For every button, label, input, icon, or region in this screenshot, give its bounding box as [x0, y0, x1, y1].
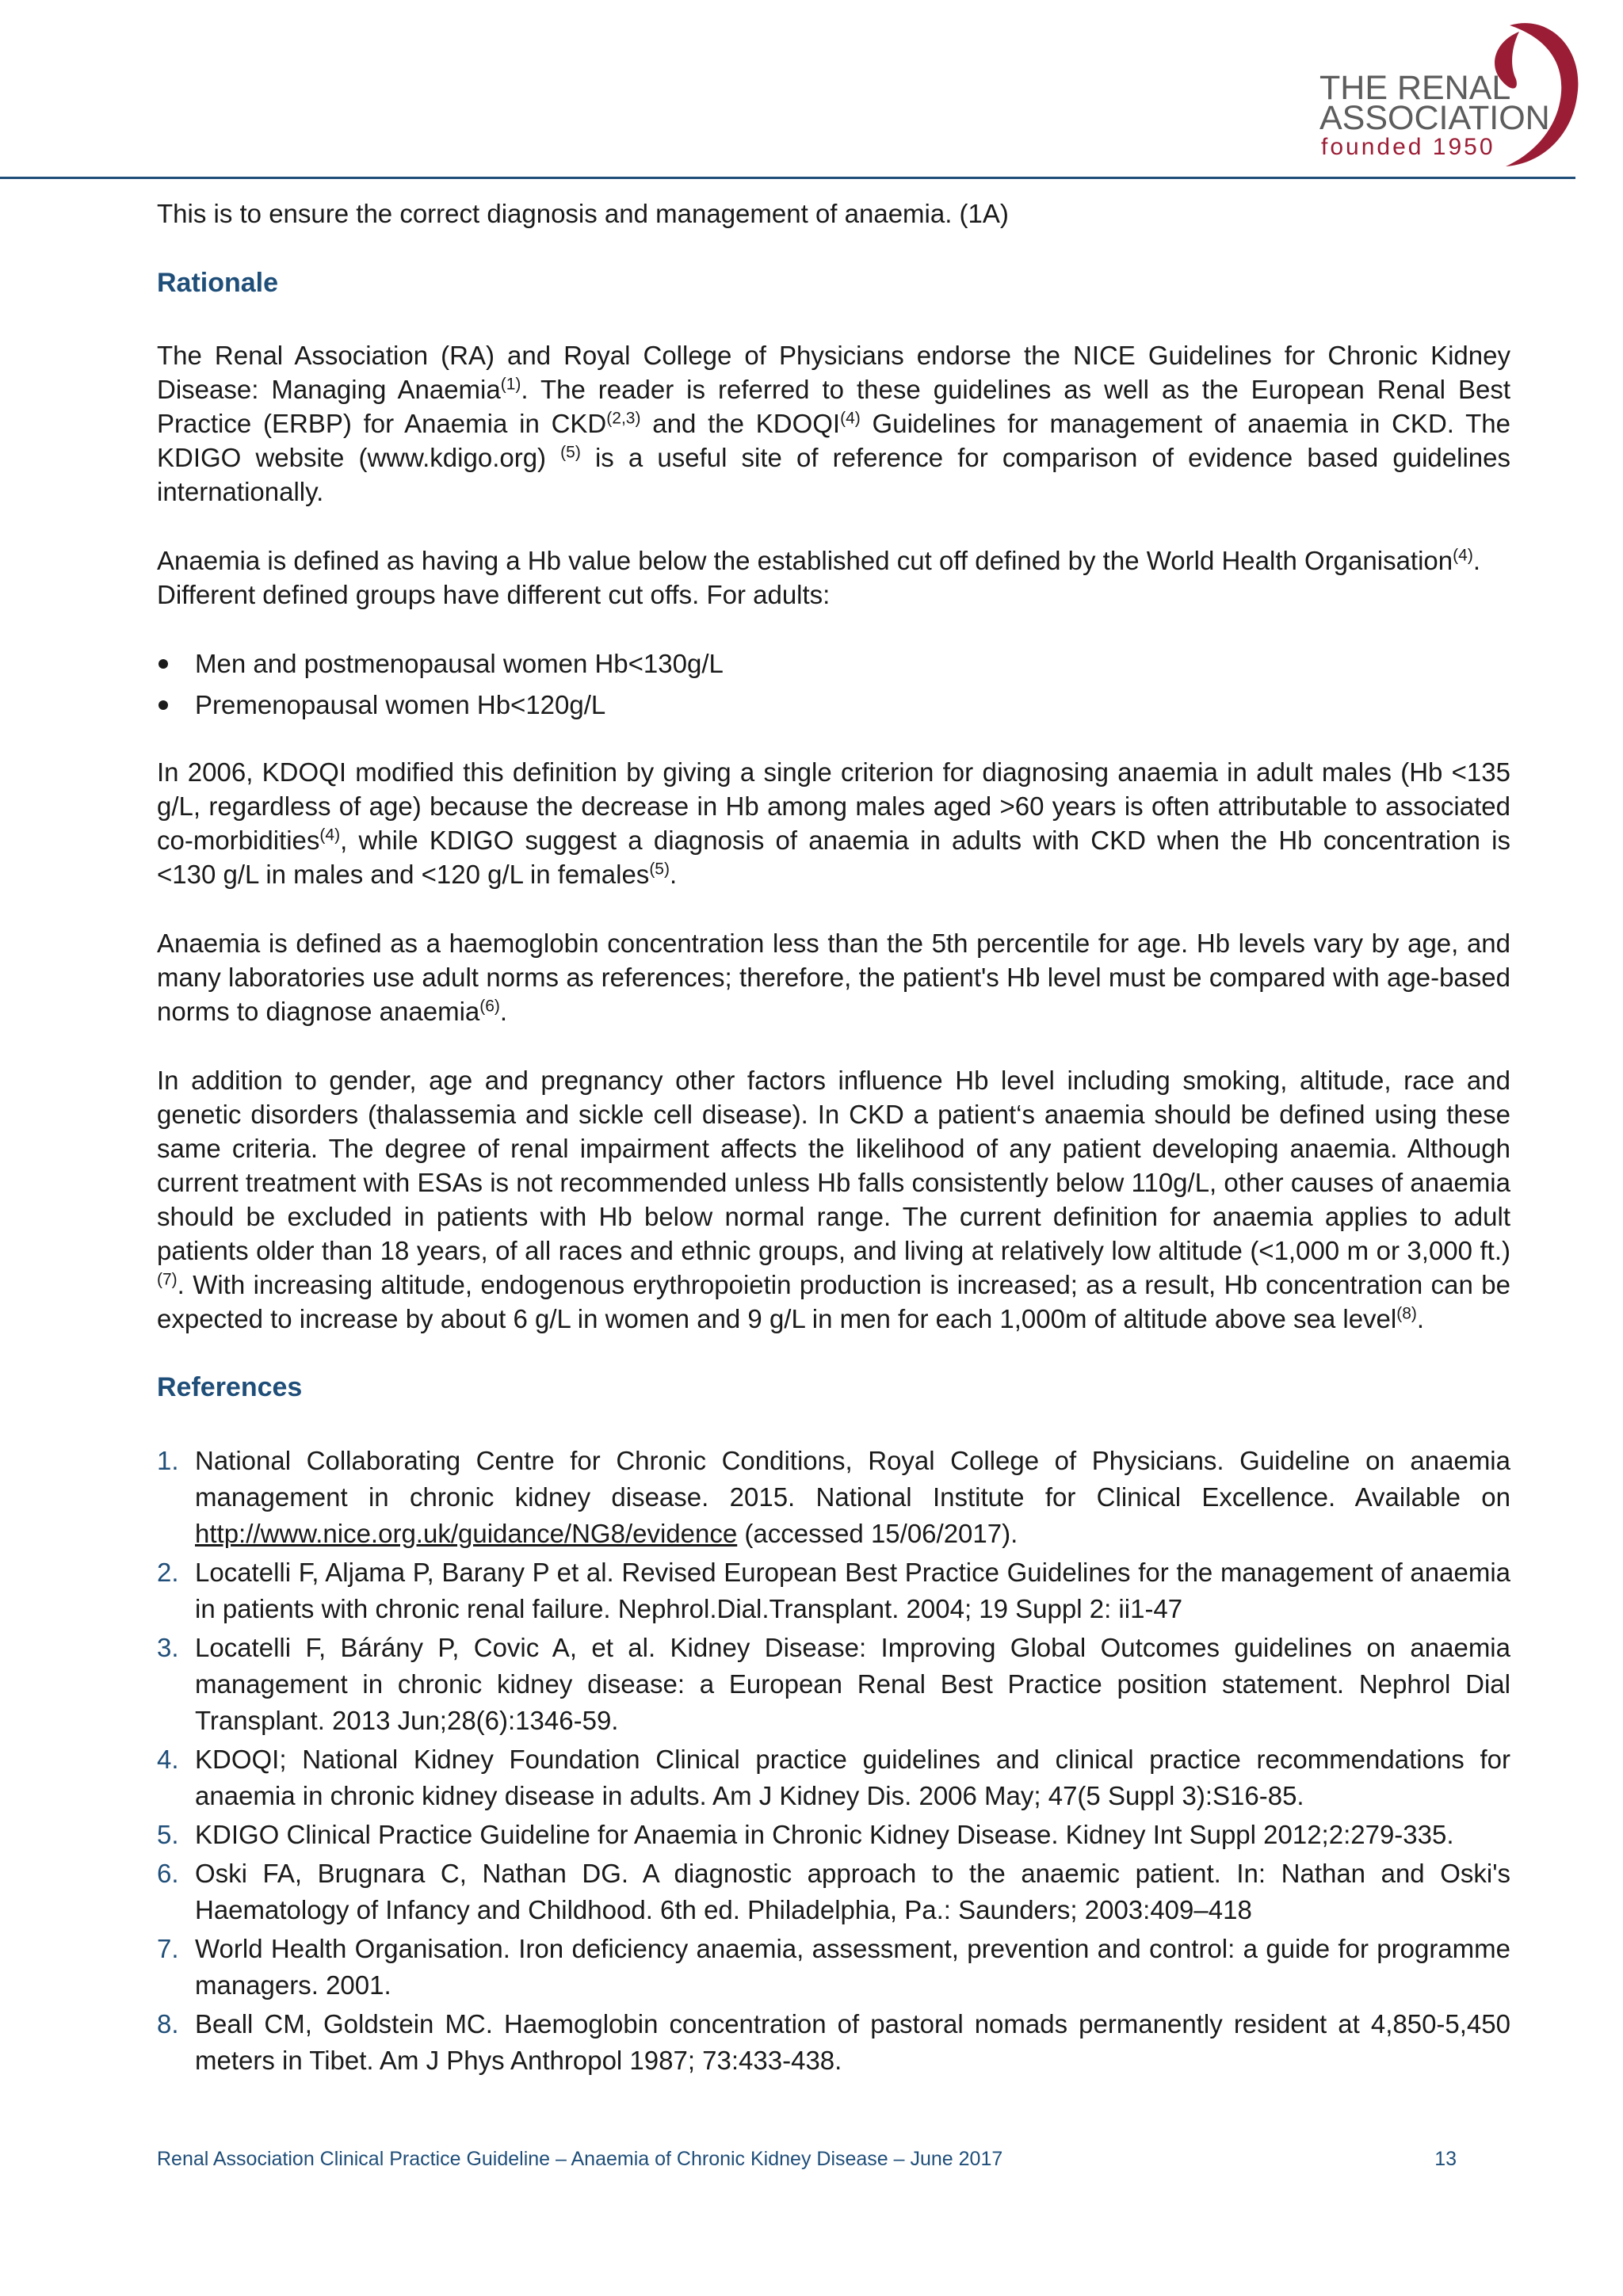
rationale-paragraph-4: Anaemia is defined as a haemoglobin concentration less than the 5th percentile for age. Hb levels vary by age, and many laboratories use adult norms as references; therefore, the patient's Hb level must be compared with age-based norms to diagnose anaemia$^{(6)}$.	[157, 929, 1510, 1026]
logo-line-2: ASSOCIATION	[1319, 99, 1550, 137]
bullet-icon	[158, 700, 168, 710]
rationale-paragraph-2: Anaemia is defined as having a Hb value below the established cut off defined by the World Health Organisation$^{(4)}$. Different defined groups have different cut offs. For adults:	[157, 546, 1480, 609]
rationale-paragraph-5: In addition to gender, age and pregnancy other factors influence Hb level including smoking, altitude, race and genetic disorders (thalassemia and sickle cell disease). In CKD a patient‘s anaemia should be defined using these same criteria. The degree of renal impairment affects the likelihood of any patient developing anaemia. Although current treatment with ESAs is not recommended unless Hb falls consistently below 110g/L, other causes of anaemia should be excluded in patients with Hb below normal range. The current definition for anaemia applies to adult patients older than 18 years, of all races and ethnic groups, and living at relatively low altitude (<1,000 m or 3,000 ft.) $^{(7)}$. With increasing altitude, endogenous erythropoietin production is increased; as a result, Hb concentration can be expected to increase by about 6 g/L in women and 9 g/L in men for each 1,000m of altitude above sea level$^{(8)}$.	[157, 1066, 1510, 1333]
renal-association-logo	[1312, 17, 1581, 172]
list-item: Premenopausal women Hb<120g/L	[157, 688, 1510, 722]
rationale-paragraph-3: In 2006, KDOQI modified this definition by giving a single criterion for diagnosing anaemia in adult males (Hb <135 g/L, regardless of age) because the decrease in Hb among males aged >60 years is often attributable to associated co-morbidities$^{(4)}$, while KDIGO suggest a diagnosis of anaemia in adults with CKD when the Hb concentration is <130 g/L in males and <120 g/L in females$^{(5)}$.	[157, 757, 1510, 889]
page-content	[157, 196, 1510, 2081]
hb-cutoff-list	[157, 646, 1510, 722]
footer-text: Renal Association Clinical Practice Guideline – Anaemia of Chronic Kidney Disease – June 2017	[157, 2148, 1003, 2170]
list-item: Men and postmenopausal women Hb<130g/L	[157, 646, 1510, 681]
page-number: 13	[1434, 2148, 1457, 2170]
reference-item: 5. KDIGO Clinical Practice Guideline for Anaemia in Chronic Kidney Disease. Kidney Int Suppl 2012;2:279-335.	[157, 1820, 1454, 1849]
intro-text: This is to ensure the correct diagnosis and management of anaemia. (1A)	[157, 199, 1009, 228]
references-list	[157, 1443, 1510, 2079]
rationale-heading: Rationale	[157, 268, 279, 298]
nice-evidence-link[interactable]: http://www.nice.org.uk/guidance/NG8/evidence	[195, 1519, 738, 1548]
reference-item: 2. Locatelli F, Aljama P, Barany P et al. Revised European Best Practice Guidelines for the management of anaemia in patients with chronic renal failure. Nephrol.Dial.Transplant. 2004; 19 Suppl 2: ii1-47	[157, 1558, 1510, 1623]
reference-item: 4. KDOQI; National Kidney Foundation Clinical practice guidelines and clinical practice recommendations for anaemia in chronic kidney disease in adults. Am J Kidney Dis. 2006 May; 47(5 Suppl 3):S16-85.	[157, 1745, 1510, 1810]
page-footer	[157, 2145, 1457, 2172]
rationale-paragraph-1: The Renal Association (RA) and Royal College of Physicians endorse the NICE Guidelines for Chronic Kidney Disease: Managing Anaemia$^{(1)}$. The reader is referred to these guidelines as well as the European Renal Best Practice (ERBP) for Anaemia in CKD$^{(2,3)}$ and the KDOQI$^{(4)}$ Guidelines for management of anaemia in CKD. The KDIGO website (www.kdigo.org) $^{(5)}$ is a useful site of reference for comparison of evidence based guidelines internationally.	[157, 341, 1510, 506]
reference-item: 8. Beall CM, Goldstein MC. Haemoglobin concentration of pastoral nomads permanently resident at 4,850-5,450 meters in Tibet. Am J Phys Anthropol 1987; 73:433-438.	[157, 2009, 1510, 2075]
reference-item: 7. World Health Organisation. Iron deficiency anaemia, assessment, prevention and control: a guide for programme managers. 2001.	[157, 1934, 1510, 2000]
header-divider	[0, 177, 1575, 179]
logo-founded: founded 1950	[1321, 134, 1495, 160]
logo-line-1: THE RENAL	[1319, 69, 1511, 107]
reference-item: 1. National Collaborating Centre for Chronic Conditions, Royal College of Physicians. Guideline on anaemia management in chronic kidney disease. 2015. National Institute for Clinical Excellence. Available on http://www.nice.org.uk/guidance/NG8/evidence (accessed 15/06/2017).	[157, 1446, 1510, 1548]
reference-item: 6. Oski FA, Brugnara C, Nathan DG. A diagnostic approach to the anaemic patient. In: Nathan and Oski's Haematology of Infancy and Childhood. 6th ed. Philadelphia, Pa.: Saunders; 2003:409–418	[157, 1859, 1510, 1924]
bullet-icon	[158, 659, 168, 669]
reference-item: 3. Locatelli F, Bárány P, Covic A, et al. Kidney Disease: Improving Global Outcomes guidelines on anaemia management in chronic kidney disease: a European Renal Best Practice position statement. Nephrol Dial Transplant. 2013 Jun;28(6):1346-59.	[157, 1633, 1510, 1735]
references-heading: References	[157, 1372, 303, 1402]
